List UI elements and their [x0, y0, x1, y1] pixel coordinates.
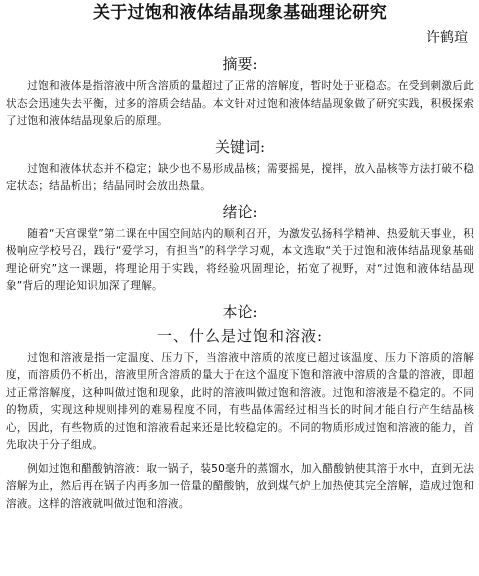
keywords-text: 过饱和液体状态并不稳定；缺少也不易形成晶核；需要摇晃，搅拌，放入晶核等方法打破不稳定状态；结晶析出；结晶同时会放出热量。	[6, 162, 474, 192]
section1-paragraph2: 例如过饱和醋酸钠溶液：取一锅子，装50毫升的蒸馏水，加入醋酸钠使其溶于水中，直到无法溶解为止，然后再在锅子内再多加一倍量的醋酸钠，放到煤气炉上加热使其完全溶解，造成过饱和溶液。这样的溶液就叫做过饱和溶液。	[6, 462, 474, 510]
abstract-text: 过饱和液体是指溶液中所含溶质的量超过了正常的溶解度，暂时处于亚稳态。在受到刺激后此状态会迅速失去平衡，过多的溶质会结晶。本文针对过饱和液体结晶现象做了研究实践，积极探索了过饱和液体结晶现象后的原理。	[6, 80, 474, 127]
document-title: 关于过饱和液体结晶现象基础理论研究	[92, 3, 388, 23]
section1-heading: 一、什么是过饱和溶液:	[156, 326, 324, 345]
body-heading: 本论:	[222, 302, 258, 321]
keywords-heading: 关键词:	[214, 137, 266, 156]
introduction-text: 随着“天宫课堂”第二课在中国空间站内的顺利召开，为激发弘扬科学精神、热爱航天事业，积极响应学校号召，践行“爱学习，有担当”的科学学习观，本文选取“关于过饱和液体结晶现象基础理论研究”这一课题，将理论用于实践，将经验巩固理论，拓宽了视野，对“过饱和液体结晶现象”背后的理论知识加深了理解。	[6, 227, 474, 292]
introduction-heading: 绪论:	[222, 202, 258, 221]
abstract-heading: 摘要:	[222, 55, 258, 73]
author-name: 许鹤瑄	[426, 30, 468, 46]
section1-paragraph1: 过饱和溶液是指一定温度、压力下，当溶液中溶质的浓度已超过该温度、压力下溶质的溶解度，而溶质仍不析出，溶液里所含溶质的量大于在这个温度下饱和溶液中溶质的含量的溶液，即超过正常溶解度，这种叫做过饱和现象，此时的溶液叫做过饱和溶液。过饱和溶液是不稳定的。不同的物质，实现这种规则排列的难易程度不同，有些晶体需经过相当长的时间才能自行产生结晶核心，因此，有些物质的过饱和溶液看起来还是比较稳定的。不同的物质形成过饱和溶液的能力，首先取决于分子组成。	[6, 351, 474, 451]
